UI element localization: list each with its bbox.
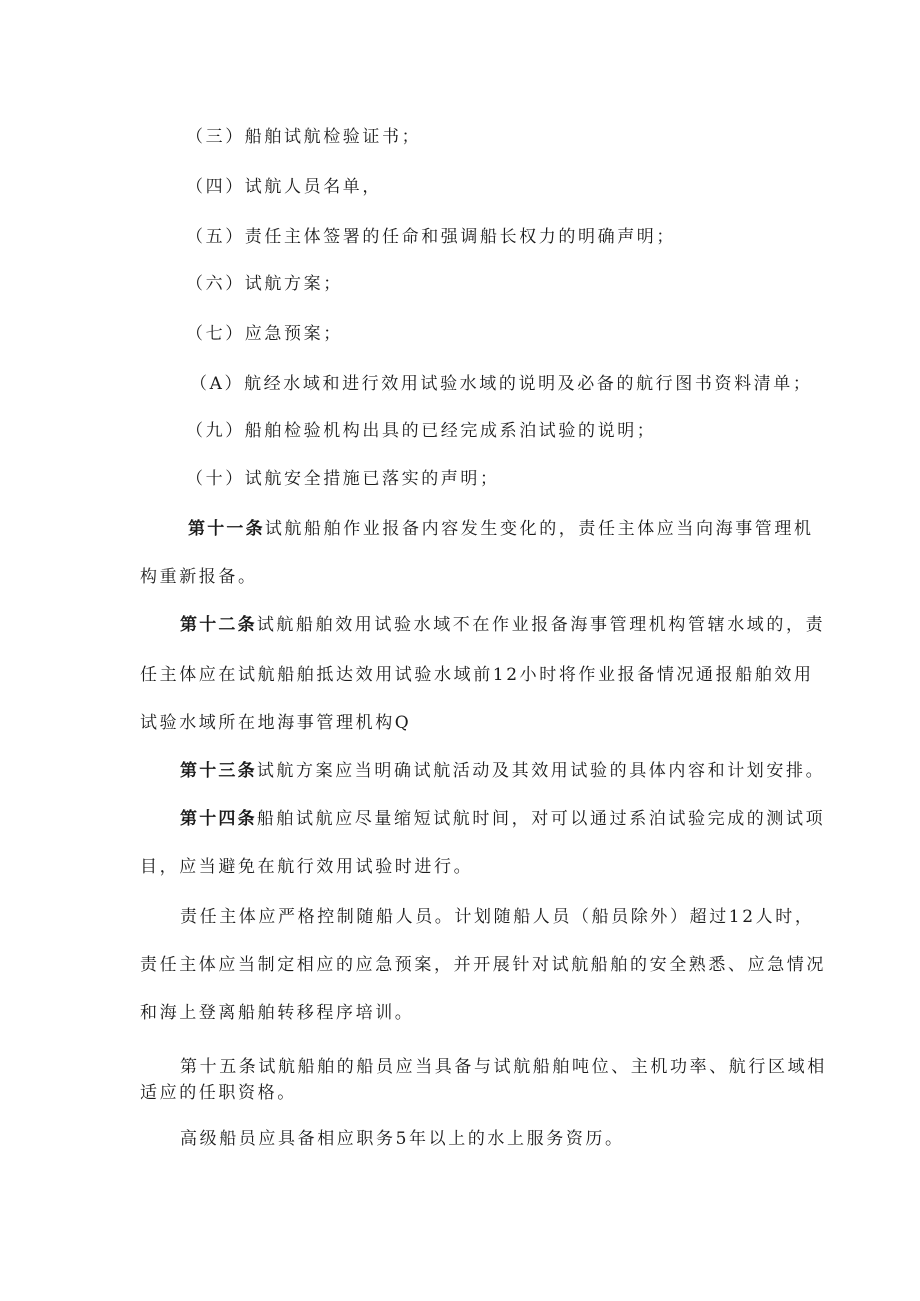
article-12-continuation-2: 试验水域所在地海事管理机构Q [140,713,412,733]
article-14-continuation: 目，应当避免在航行效用试验时进行。 [140,857,474,877]
article-11-text: 试航船舶作业报备内容发生变化的，责任主体应当向海事管理机 [264,519,814,539]
article-15-continuation: 适应的任职资格。 [140,1083,297,1103]
article-13-heading: 第十三条 [180,761,257,781]
article-12 [180,614,825,636]
list-item-10: （十）试航安全措施已落实的声明； [186,469,500,489]
article-12-continuation-1: 任主体应在试航船舶抵达效用试验水域前12小时将作业报备情况通报船舶效用 [140,665,814,685]
article-15: 第十五条试航船舶的船员应当具备与试航船舶吨位、主机功率、航行区域相 [180,1057,827,1077]
list-item-3: （三）船舶试航检验证书； [186,127,422,147]
list-item-6: （六）试航方案； [186,274,343,294]
list-item-9: （九）船舶检验机构出具的已经完成系泊试验的说明； [186,421,657,441]
article-12-heading: 第十二条 [180,615,257,635]
list-item-5: （五）责任主体签署的任命和强调船长权力的明确声明； [186,227,676,247]
crew-paragraph-continuation-2: 和海上登离船舶转移程序培训。 [140,1003,415,1023]
article-11-continuation: 构重新报备。 [140,567,258,587]
article-11-heading: 第十一条 [188,519,265,539]
senior-crew-paragraph: 高级船员应具备相应职务5年以上的水上服务资历。 [180,1129,625,1149]
list-item-7: （七）应急预案； [186,324,343,344]
article-13 [180,760,825,782]
article-14-text: 船舶试航应尽量缩短试航时间，对可以通过系泊试验完成的测试项 [256,809,826,829]
article-14 [180,808,825,830]
list-item-4: （四）试航人员名单， [186,177,382,197]
article-12-text: 试航船舶效用试验水域不在作业报备海事管理机构管辖水域的，责 [256,615,826,635]
list-item-8: （A）航经水域和进行效用试验水域的说明及必备的航行图书资料清单； [190,374,813,394]
article-11 [188,518,814,540]
article-14-heading: 第十四条 [180,809,257,829]
article-13-text: 试航方案应当明确试航活动及其效用试验的具体内容和计划安排。 [256,761,826,781]
crew-paragraph-continuation-1: 责任主体应当制定相应的应急预案，并开展针对试航船舶的安全熟悉、应急情况 [140,955,826,975]
crew-paragraph: 责任主体应严格控制随船人员。计划随船人员（船员除外）超过12人时， [180,907,815,927]
